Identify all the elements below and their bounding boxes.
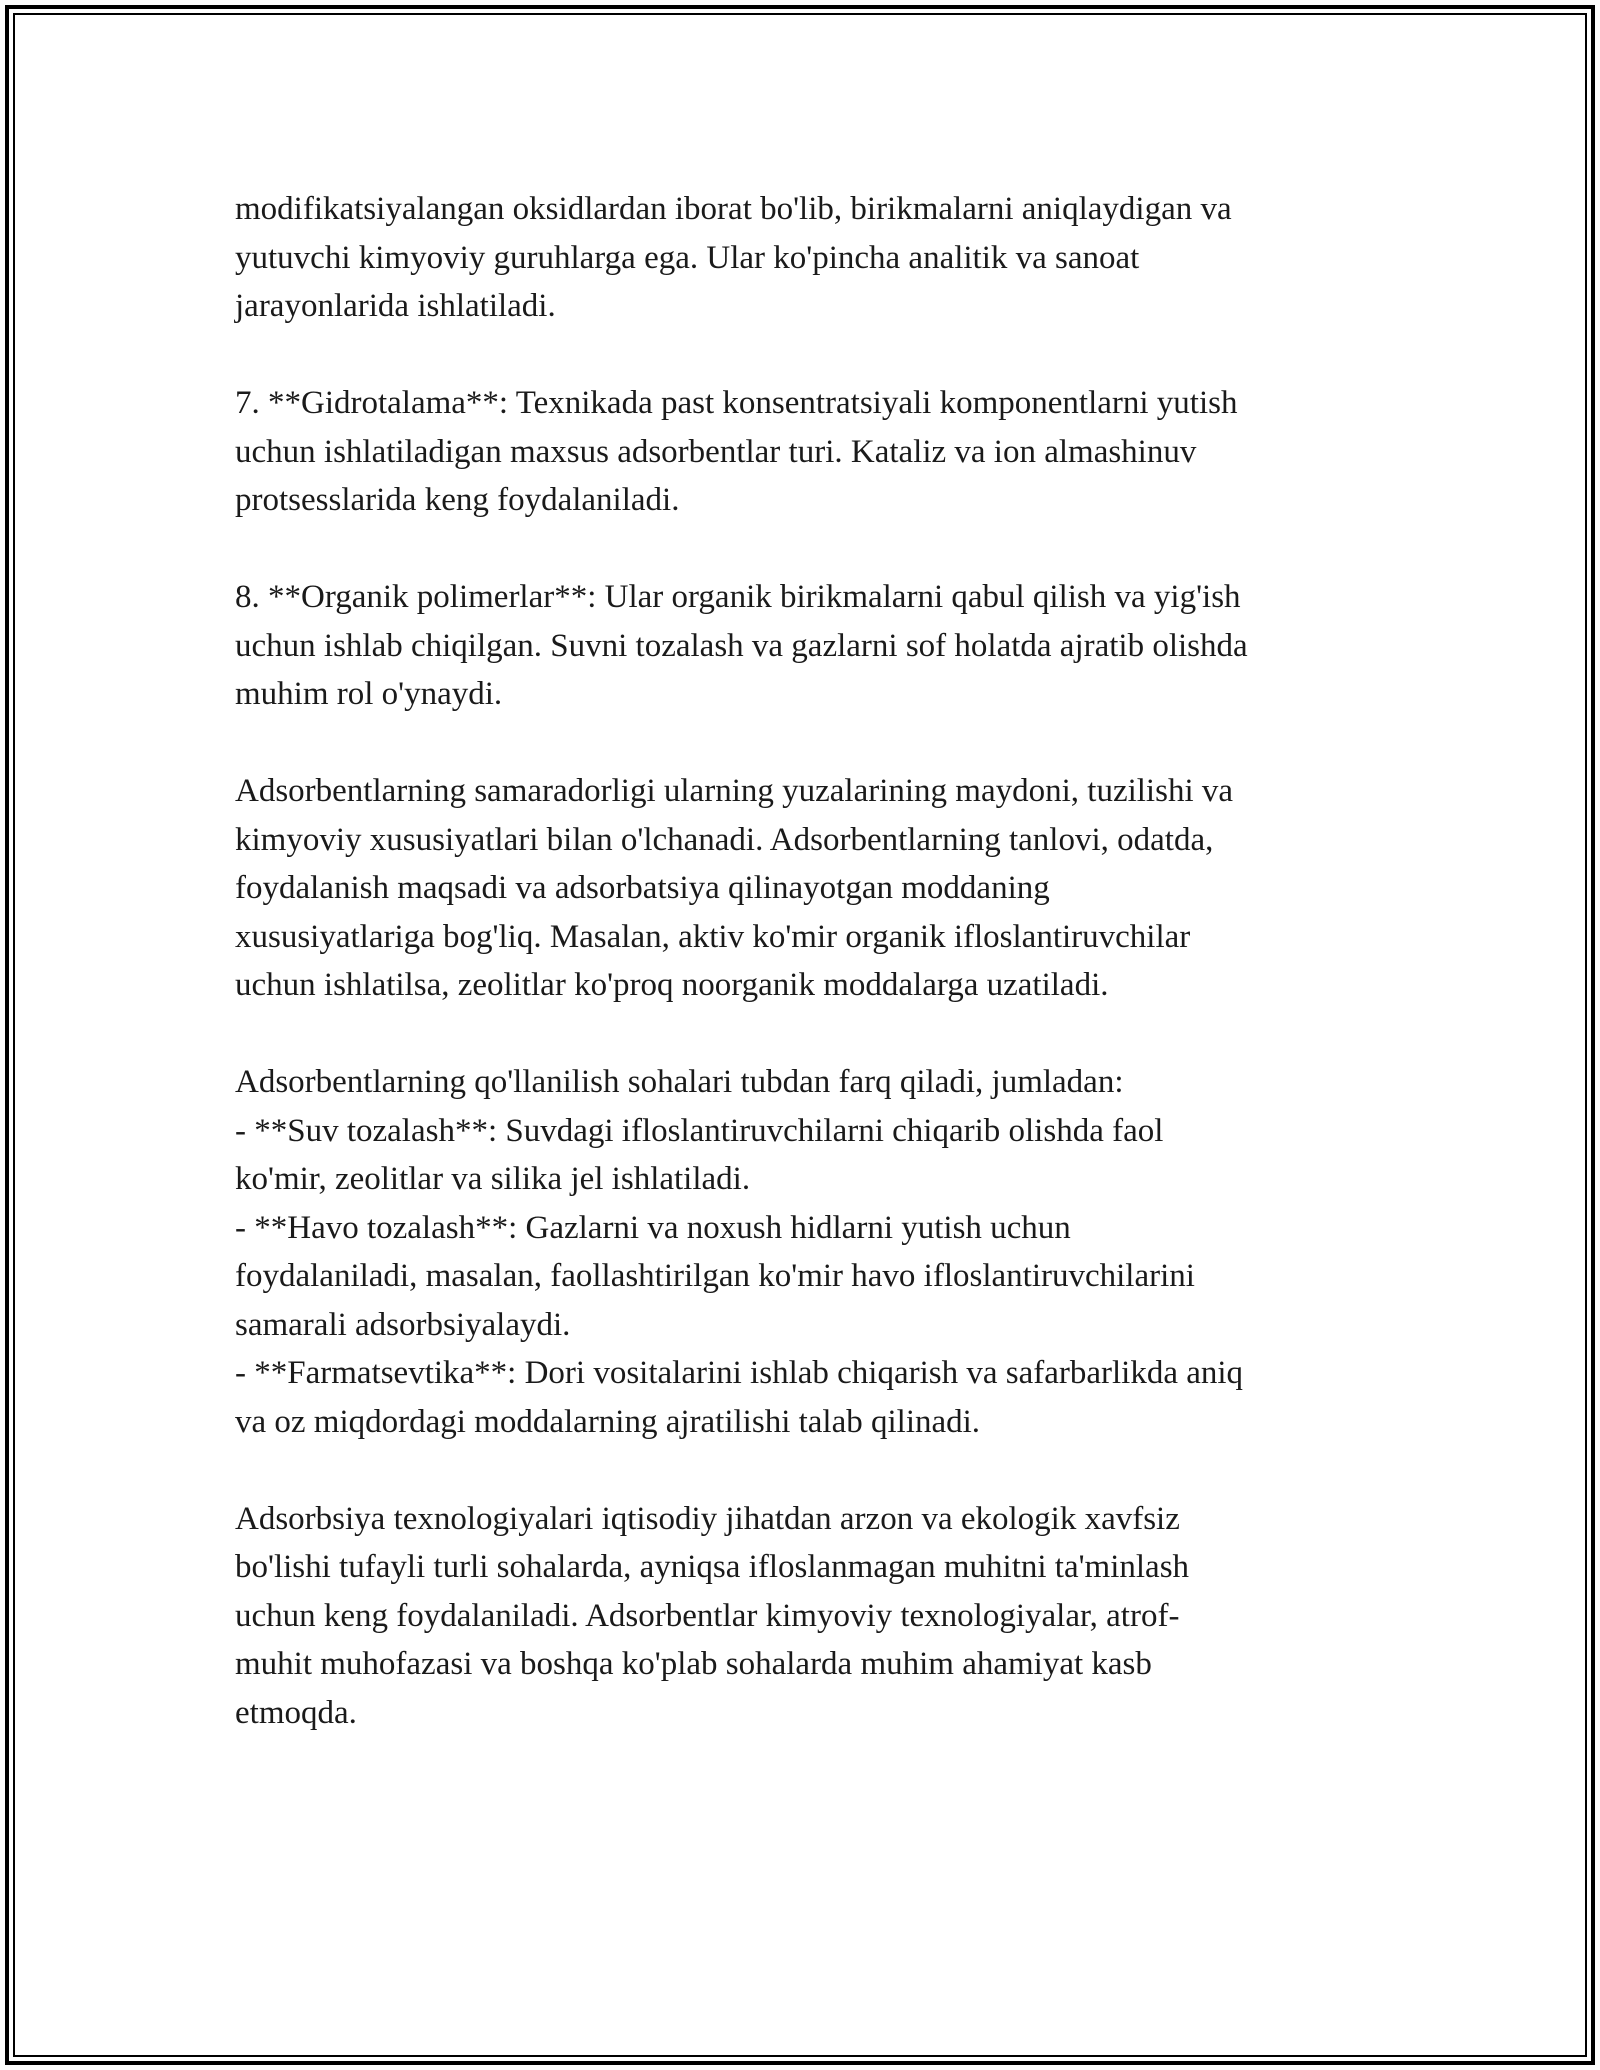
document-body [235,185,1370,1737]
paragraph-conclusion: Adsorbsiya texnologiyalari iqtisodiy jihatdan arzon va ekologik xavfsiz bo'lishi tufayli turli sohalarda, ayniqsa ifloslanmagan muhitni ta'minlash uchun keng foydalaniladi. Adsorbentlar kimyoviy texnologiyalar, atrof- muhit muhofazasi va boshqa ko'plab sohalarda muhim ahamiyat kasb etmoqda. [235,1500,1190,1731]
paragraph-continuation: modifikatsiyalangan oksidlardan iborat bo'lib, birikmalarni aniqlaydigan va yutuvchi kimyoviy guruhlarga ega. Ular ko'pincha analitik va sanoat jarayonlarida ishlatiladi. [235,191,1232,324]
paragraph-efficiency: Adsorbentlarning samaradorligi ularning yuzalarining maydoni, tuzilishi va kimyoviy xususiyatlari bilan o'lchanadi. Adsorbentlarning tanlovi, odatda, foydalanish maqsadi va adsorbatsiya qilinayotgan moddaning xususiyatlariga bog'liq. Masalan, aktiv ko'mir organik ifloslantiruvchilar uchun ishlatilsa, zeolitlar ko'proq noorganik moddalarga uzatiladi. [235,773,1234,1003]
paragraph-item-8: 8. **Organik polimerlar**: Ular organik birikmalarni qabul qilish va yig'ish uchun ishlab chiqilgan. Suvni tozalash va gazlarni sof holatda ajratib olishda muhim rol o'ynaydi. [235,579,1248,712]
paragraph-applications: Adsorbentlarning qo'llanilish sohalari tubdan farq qiladi, jumladan: - **Suv tozalash**: Suvdagi ifloslantiruvchilarni chiqarib olishda faol ko'mir, zeolitlar va silika jel ishlatiladi. - **Havo tozalash**: Gazlarni va noxush hidlarni yutish uchun foydalaniladi, masalan, faollashtirilgan ko'mir havo ifloslantiruvchilarini samarali adsorbsiyalaydi. - **Farmatsevtika**: Dori vositalarini ishlab chiqarish va safarbarlikda aniq va oz miqdordagi moddalarning ajratilishi talab qilinadi. [235,1064,1244,1440]
paragraph-item-7: 7. **Gidrotalama**: Texnikada past konsentratsiyali komponentlarni yutish uchun ishlatiladigan maxsus adsorbentlar turi. Kataliz va ion almashinuv protsesslarida keng foydalaniladi. [235,385,1238,518]
